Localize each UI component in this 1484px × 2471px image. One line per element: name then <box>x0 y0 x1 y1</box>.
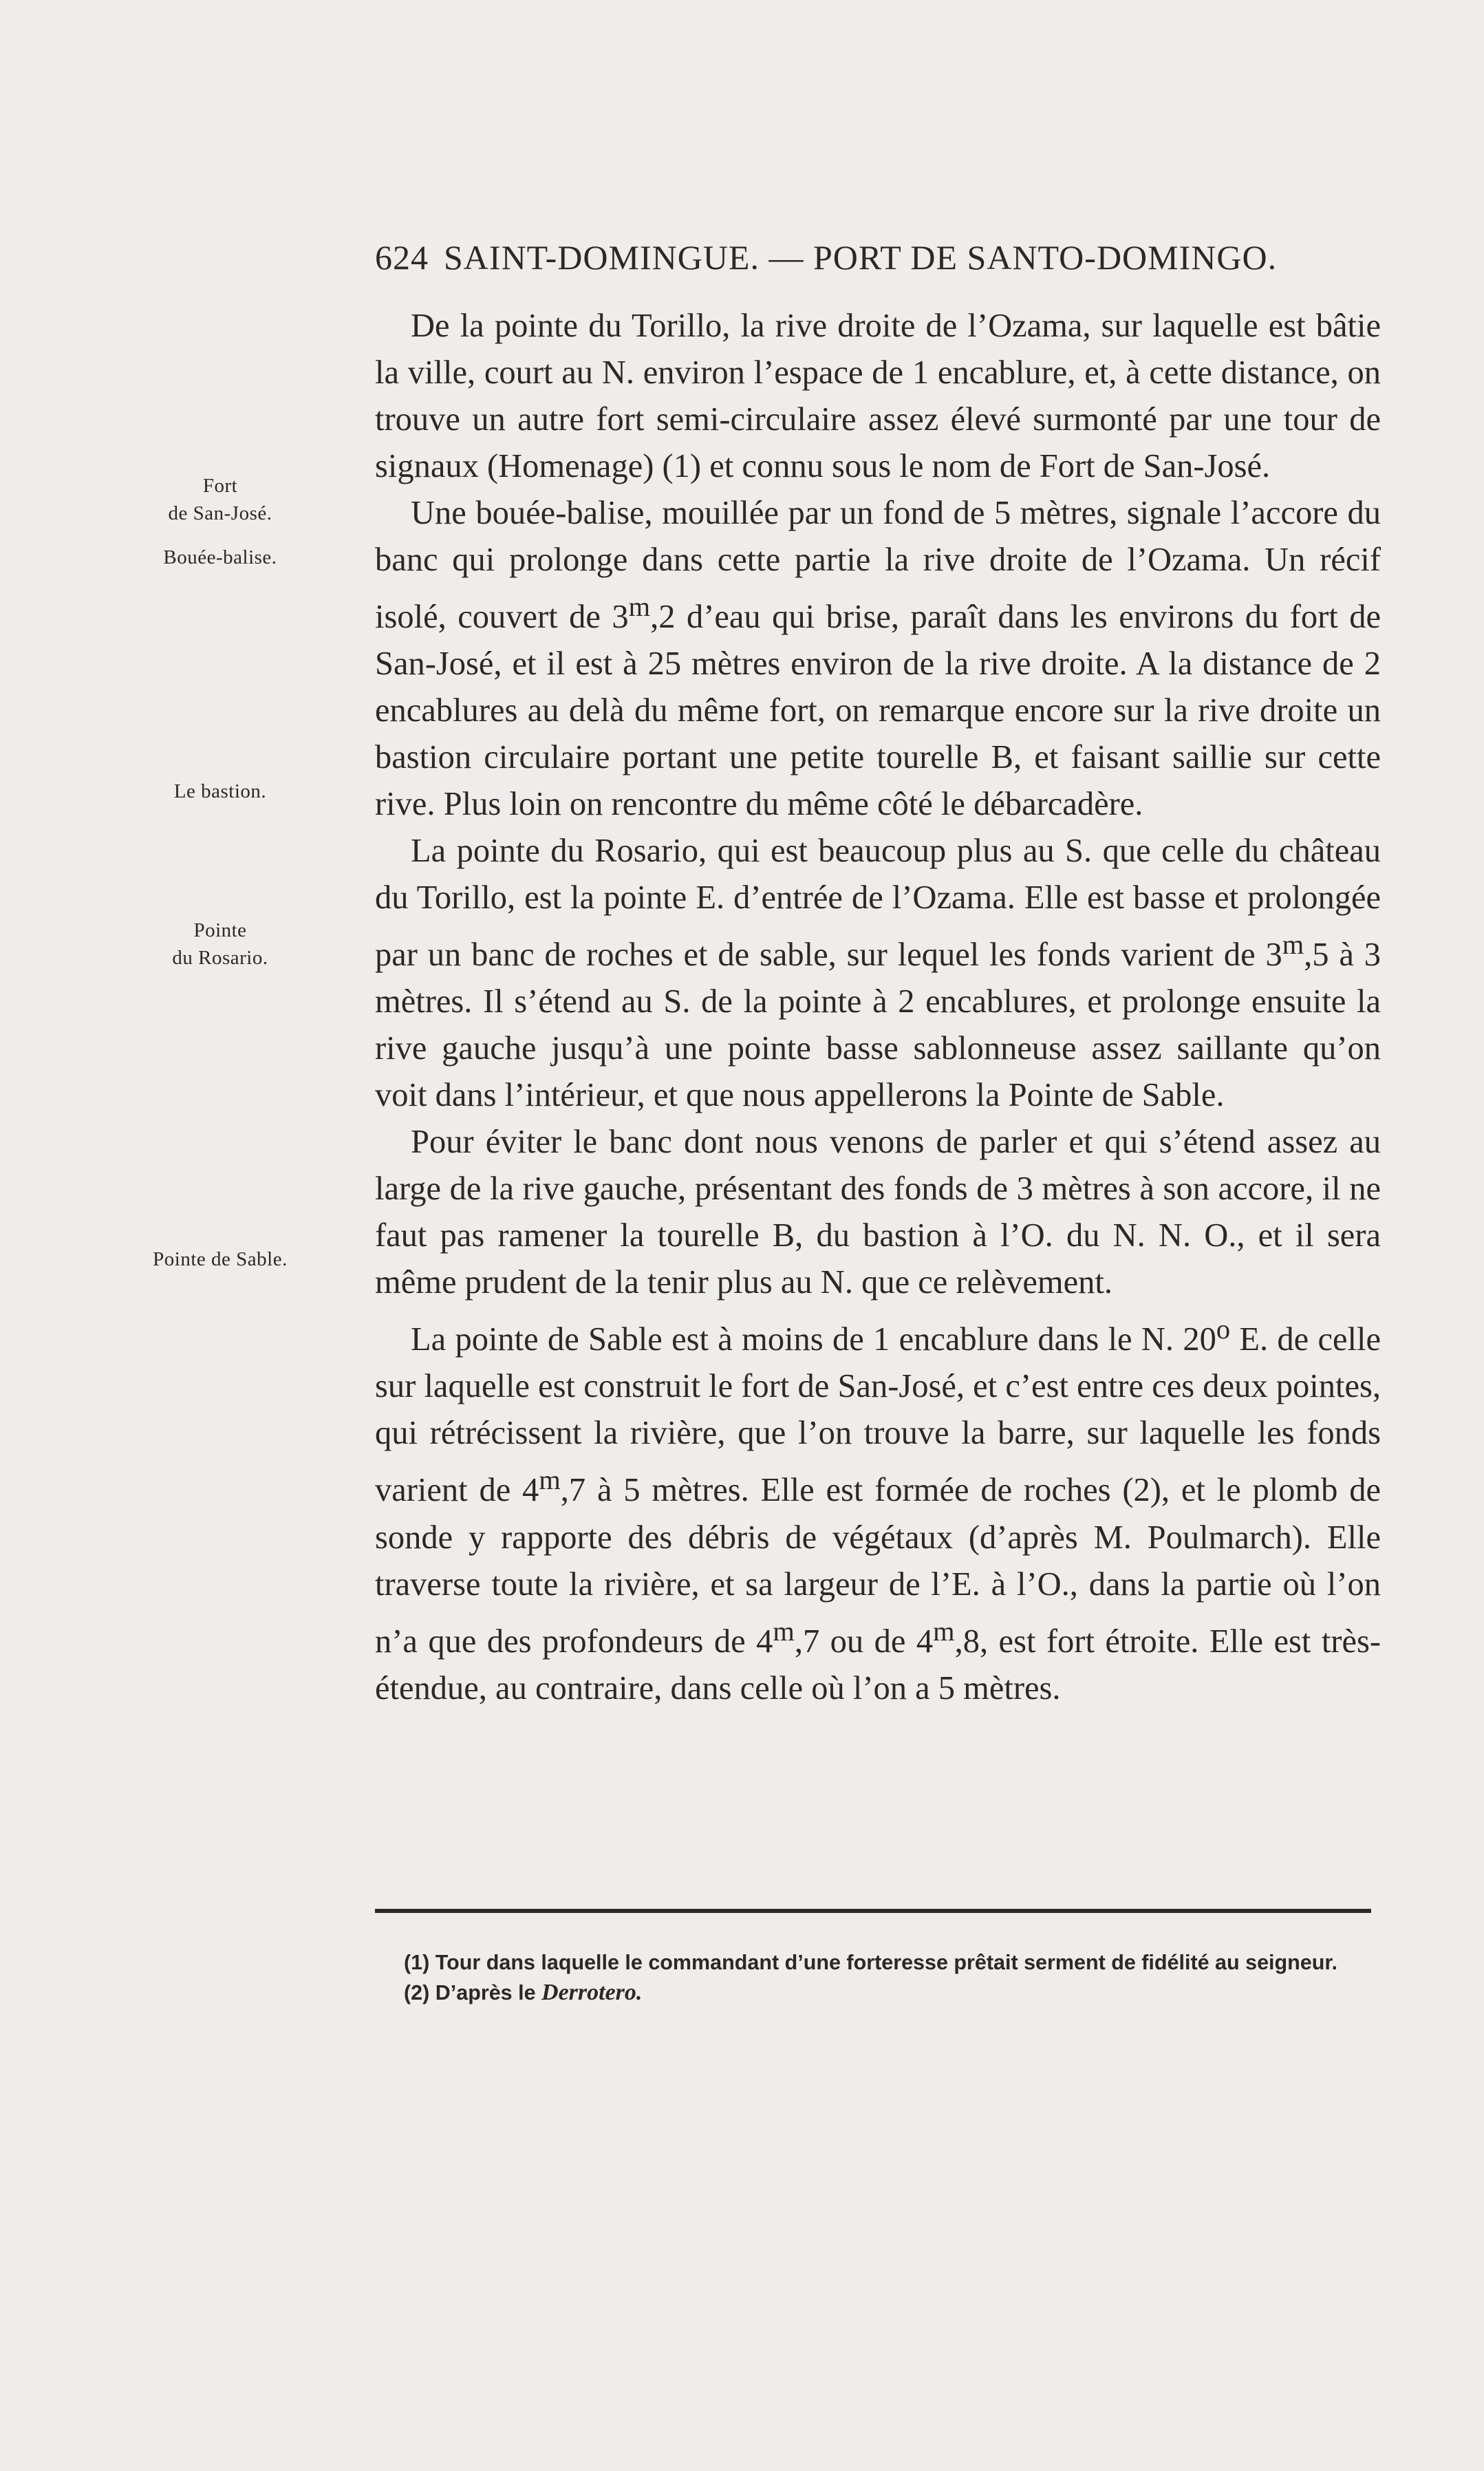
text-run: et connu sous le nom de Fort de San-José. <box>701 448 1271 484</box>
paragraph-5 <box>375 1306 1381 1711</box>
footnote-1: (1) Tour dans laquelle le commandant d’une forteresse prêtait serment de fidélité au seigneur. <box>404 1951 1338 1974</box>
text-run: ,7 à 5 mètres. Elle est formée de roches <box>560 1472 1123 1509</box>
footnote-rule <box>375 1909 1371 1913</box>
italic-title: Derrotero. <box>541 1980 643 2005</box>
margin-note-bouee-balise <box>120 544 320 571</box>
footnote-ref-1: (1) <box>662 448 702 484</box>
text-run: La pointe de Sable est à moins de 1 encablure dans le N. 20 <box>411 1321 1216 1358</box>
body-text <box>375 303 1381 1712</box>
degree-mark: o <box>1216 1314 1231 1345</box>
superscript: m <box>773 1615 795 1647</box>
superscript: m <box>539 1464 561 1496</box>
footnote-ref-2: (2) <box>1122 1472 1161 1509</box>
margin-note-pointe-sable <box>120 1245 320 1273</box>
text-run: ,7 ou de 4 <box>794 1623 934 1660</box>
footnotes <box>382 1947 1383 2008</box>
text-run: De la pointe du Torillo, la rive droite de l’Ozama, sur laquelle est bâtie la ville, court au N. environ l’espace de 1 encablure, et, à cette distance, on trouve un autre fort semi-circulaire assez élevé surmonté par une tour de signaux (Homenage) <box>375 308 1381 484</box>
superscript: m <box>933 1615 955 1647</box>
margin-note-pointe-rosario <box>120 917 320 972</box>
text-run: Une bouée-balise, mouillée par un fond de 5 mètres, signale l’accore du banc qui prolonge dans cette partie la rive droite de l’Ozama. Un récif isolé, couvert de 3 <box>375 495 1381 636</box>
margin-note-line: Pointe de Sable. <box>153 1248 288 1270</box>
superscript: m <box>628 591 651 622</box>
paragraph-2 <box>375 490 1381 828</box>
paragraph-4: Pour éviter le banc dont nous venons de parler et qui s’étend assez au large de la rive gauche, présentant des fonds de 3 mètres à son accore, il ne faut pas ramener la tourelle B, du bastion à l’O. du N. N. O., et il sera même prudent de la tenir plus au N. que ce relèvement. <box>375 1124 1381 1301</box>
page-number: 624 <box>375 238 429 277</box>
margin-note-le-bastion <box>120 778 320 805</box>
text-run: ,8, est fort étroite. Elle est très-étendue, au contraire, dans celle où l’on a 5 mètres. <box>375 1623 1381 1707</box>
text-run: (2) D’après le <box>404 1981 542 2004</box>
superscript: m <box>1282 929 1304 961</box>
paragraph-3 <box>375 828 1381 1119</box>
page-title: SAINT-DOMINGUE. — PORT DE SANTO-DOMINGO. <box>444 238 1278 277</box>
paragraph-1 <box>375 303 1381 490</box>
text-run: E. de celle sur laquelle est construit le fort de San-José, et c’est entre ces deux pointes, qui rétrécissent la rivière, que l’on trouve la barre, sur laquelle les fonds varient de 4 <box>375 1321 1381 1509</box>
footnote-2 <box>382 1978 1383 2008</box>
margin-note-fort-san-jose <box>120 472 320 527</box>
text-run: ,2 d’eau qui brise, paraît dans les environs du fort de San-José, et il est à 25 mètres environ de la rive droite. A la distance de 2 encablures au delà du même fort, on remarque encore sur la rive droite un bastion circulaire portant une petite tourelle B, et faisant saillie sur cette rive. Plus loin on rencontre du même côté le débarcadère. <box>375 599 1381 823</box>
margin-note-line: du Rosario. <box>172 947 268 969</box>
margin-note-line: de San-José. <box>168 502 272 524</box>
text-run: ,5 à 3 mètres. Il s’étend au S. de la pointe à 2 encablures, et prolonge ensuite la rive gauche jusqu’à une pointe basse sablonneuse assez saillante qu’on voit dans l’intérieur, et que nous appellerons la Pointe de Sable. <box>375 937 1381 1114</box>
margin-note-line: Le bastion. <box>173 780 267 802</box>
margin-note-line: Fort <box>202 475 238 497</box>
margin-note-line: Bouée-balise. <box>163 546 277 568</box>
text-run: , et le plomb de sonde y rapporte des débris de végétaux (d’après M. Poulmarch). Elle traverse toute la rivière, et sa largeur de l’E. à l’O., dans la partie où l’on n’a que des profondeurs de 4 <box>375 1472 1381 1660</box>
running-head <box>375 237 1393 277</box>
margin-note-line: Pointe <box>193 919 247 941</box>
text-run: La pointe du Rosario, qui est beaucoup plus au S. que celle du château du Torillo, est la pointe E. d’entrée de l’Ozama. Elle est basse et prolongée par un banc de roches et de sable, sur lequel les fonds varient de 3 <box>375 833 1381 974</box>
